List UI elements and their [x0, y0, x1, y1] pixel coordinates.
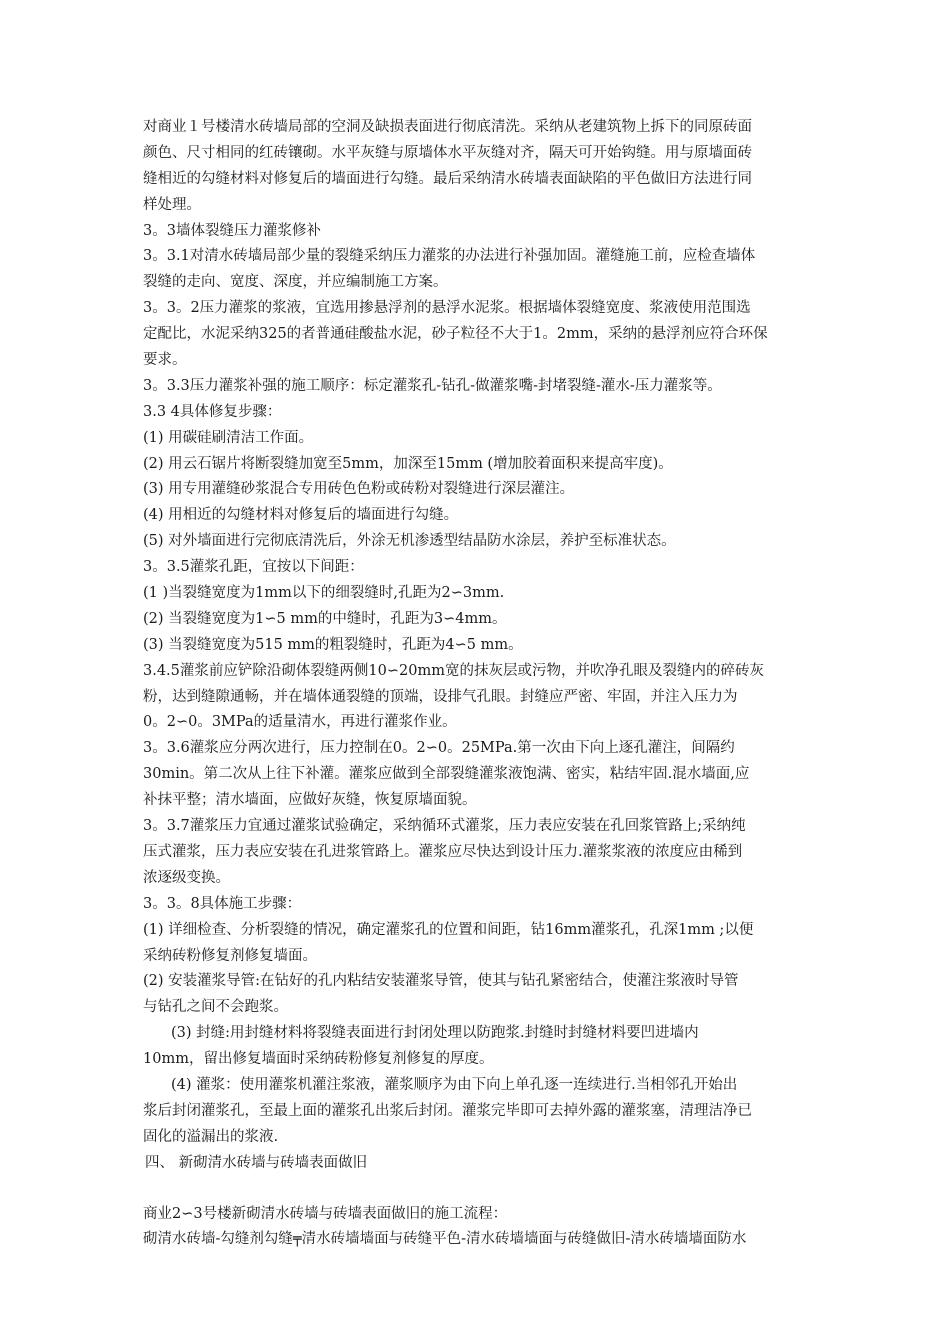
paragraph-line: 商业2∽3号楼新砌清水砖墙与砖墙表面做旧的施工流程： [143, 1205, 508, 1222]
list-item: (4) 用相近的勾缝材料对修复后的墙面进行勾缝。 [143, 507, 459, 524]
list-item: (4) 灌浆：使用灌浆机灌注浆液，灌浆顺序为由下向上单孔逐一连续进行.当相邻孔开始出 [171, 1076, 738, 1093]
paragraph-line: 3。3.3压力灌浆补强的施工顺序：标定灌浆孔-钻孔-做灌浆嘴-封堵裂缝-灌水-压力灌浆等。 [143, 377, 722, 394]
paragraph-line: 3。3.1对清水砖墙局部少量的裂缝采纳压力灌浆的办法进行补强加固。灌缝施工前，应检查墙体 [143, 248, 756, 265]
paragraph-line: 浓逐级变换。 [143, 869, 230, 886]
paragraph-line: 定配比，水泥采纳325的者普通硅酸盐水泥，砂子粒径不大于1。2mm，采纳的悬浮剂应符合环保 [143, 326, 768, 343]
paragraph-line: 补抹平整；清水墙面，应做好灰缝，恢复原墙面貌。 [143, 792, 477, 809]
paragraph-line: 30min。第二次从上往下补灌。灌浆应做到全部裂缝灌浆液饱满、密实，粘结牢固.混水墙面,应 [143, 766, 750, 783]
list-item: (2) 安装灌浆导管:在钻好的孔内粘结安装灌浆导管，使其与钻孔紧密结合，使灌注浆液时导管 [143, 973, 739, 990]
section-heading: 3。3.5灌浆孔距，宜按以下间距： [143, 559, 364, 576]
paragraph-line: 3.4.5灌浆前应铲除沿砌体裂缝两侧10∽20mm宽的抹灰层或污物，并吹净孔眼及裂缝内的碎砖灰 [143, 662, 764, 679]
list-item-continuation: 10mm，留出修复墙面时采纳砖粉修复剂修复的厚度。 [143, 1051, 494, 1068]
paragraph-line: 压式灌浆，压力表应安装在孔进浆管路上。灌浆应尽快达到设计压力.灌浆浆液的浓度应由稀到 [143, 843, 743, 860]
list-item: (3) 封缝:用封缝材料将裂缝表面进行封闭处理以防跑浆.封缝时封缝材料要凹进墙内 [171, 1025, 699, 1042]
paragraph-line: 裂缝的走向、宽度、深度，并应编制施工方案。 [143, 274, 448, 291]
list-item-continuation: 采纳砖粉修复剂修复墙面。 [143, 947, 317, 964]
paragraph-line: 0。2∽0。3MPa的适量清水，再进行灌浆作业。 [143, 714, 457, 731]
blank-line [143, 1177, 823, 1202]
list-item: (3) 当裂缝宽度为515 mm的粗裂缝时，孔距为4∽5 mm。 [143, 636, 523, 653]
paragraph-line: 缝相近的勾缝材料对修复后的墙面进行勾缝。最后采纳清水砖墙表面缺陷的平色做旧方法进行同 [143, 170, 752, 187]
paragraph-line: 3。3.7灌浆压力宜通过灌浆试验确定，采纳循环式灌浆，压力表应安装在孔回浆管路上;采纳纯 [143, 818, 746, 835]
list-item: (1) 详细检查、分析裂缝的情况，确定灌浆孔的位置和间距，钻16mm灌浆孔，孔深1mm ;以便 [143, 921, 754, 938]
paragraph-line: 对商业１号楼清水砖墙局部的空洞及缺损表面进行彻底清洗。采纳从老建筑物上拆下的同原砖面 [143, 119, 752, 135]
paragraph-line: 颜色、尺寸相同的红砖镶砌。水平灰缝与原墙体水平灰缝对齐，隔天可开始钩缝。用与原墙面砖 [143, 144, 752, 161]
list-item: (2) 用云石锯片将断裂缝加宽至5mm，加深至15mm (增加胶着面积来提高牢度)。 [143, 455, 673, 472]
paragraph-line: 样处理。 [143, 196, 201, 213]
list-item: (1) 用碳硅刷清洁工作面。 [143, 429, 314, 446]
list-item: (5) 对外墙面进行完彻底清洗后，外涂无机渗透型结晶防水涂层，养护至标准状态。 [143, 533, 676, 550]
chapter-heading: 四、 新砌清水砖墙与砖墙表面做旧 [145, 1154, 368, 1171]
list-item-continuation: 与钻孔之间不会跑浆。 [143, 999, 288, 1016]
paragraph-line: 3。3。2压力灌浆的浆液，宜选用掺悬浮剂的悬浮水泥浆。根据墙体裂缝宽度、浆液使用范围选 [143, 300, 751, 317]
list-item: (2) 当裂缝宽度为1∽5 mm的中缝时，孔距为3∽4mm。 [143, 610, 507, 627]
section-heading: 3.3 4具体修复步骤： [143, 403, 282, 420]
list-item: (3) 用专用灌缝砂浆混合专用砖色色粉或砖粉对裂缝进行深层灌注。 [143, 481, 575, 498]
list-item: (1 )当裂缝宽度为1mm以下的细裂缝时,孔距为2∽3mm. [143, 585, 505, 602]
paragraph-line: 砌清水砖墙-勾缝剂勾缝╤清水砖墙墙面与砖缝平色-清水砖墙墙面与砖缝做旧-清水砖墙墙面防水 [143, 1231, 747, 1248]
document-body [143, 115, 823, 1253]
list-item-continuation: 固化的溢漏出的浆液. [143, 1128, 279, 1145]
section-heading: 3。3墙体裂缝压力灌浆修补 [143, 222, 321, 239]
paragraph-line: 3。3.6灌浆应分两次进行，压力控制在0。2∽0。25MPa.第一次由下向上逐孔灌注，间隔约 [143, 740, 735, 757]
paragraph-line: 要求。 [143, 352, 187, 369]
section-heading: 3。3。8具体施工步骤： [143, 895, 302, 912]
paragraph-line: 粉，达到缝隙通畅，并在墙体通裂缝的顶端，设排气孔眼。封缝应严密、牢固，并注入压力为 [143, 688, 738, 705]
list-item-continuation: 浆后封闭灌浆孔，至最上面的灌浆孔出浆后封闭。灌浆完毕即可去掉外露的灌浆塞，清理洁净已 [143, 1102, 752, 1119]
